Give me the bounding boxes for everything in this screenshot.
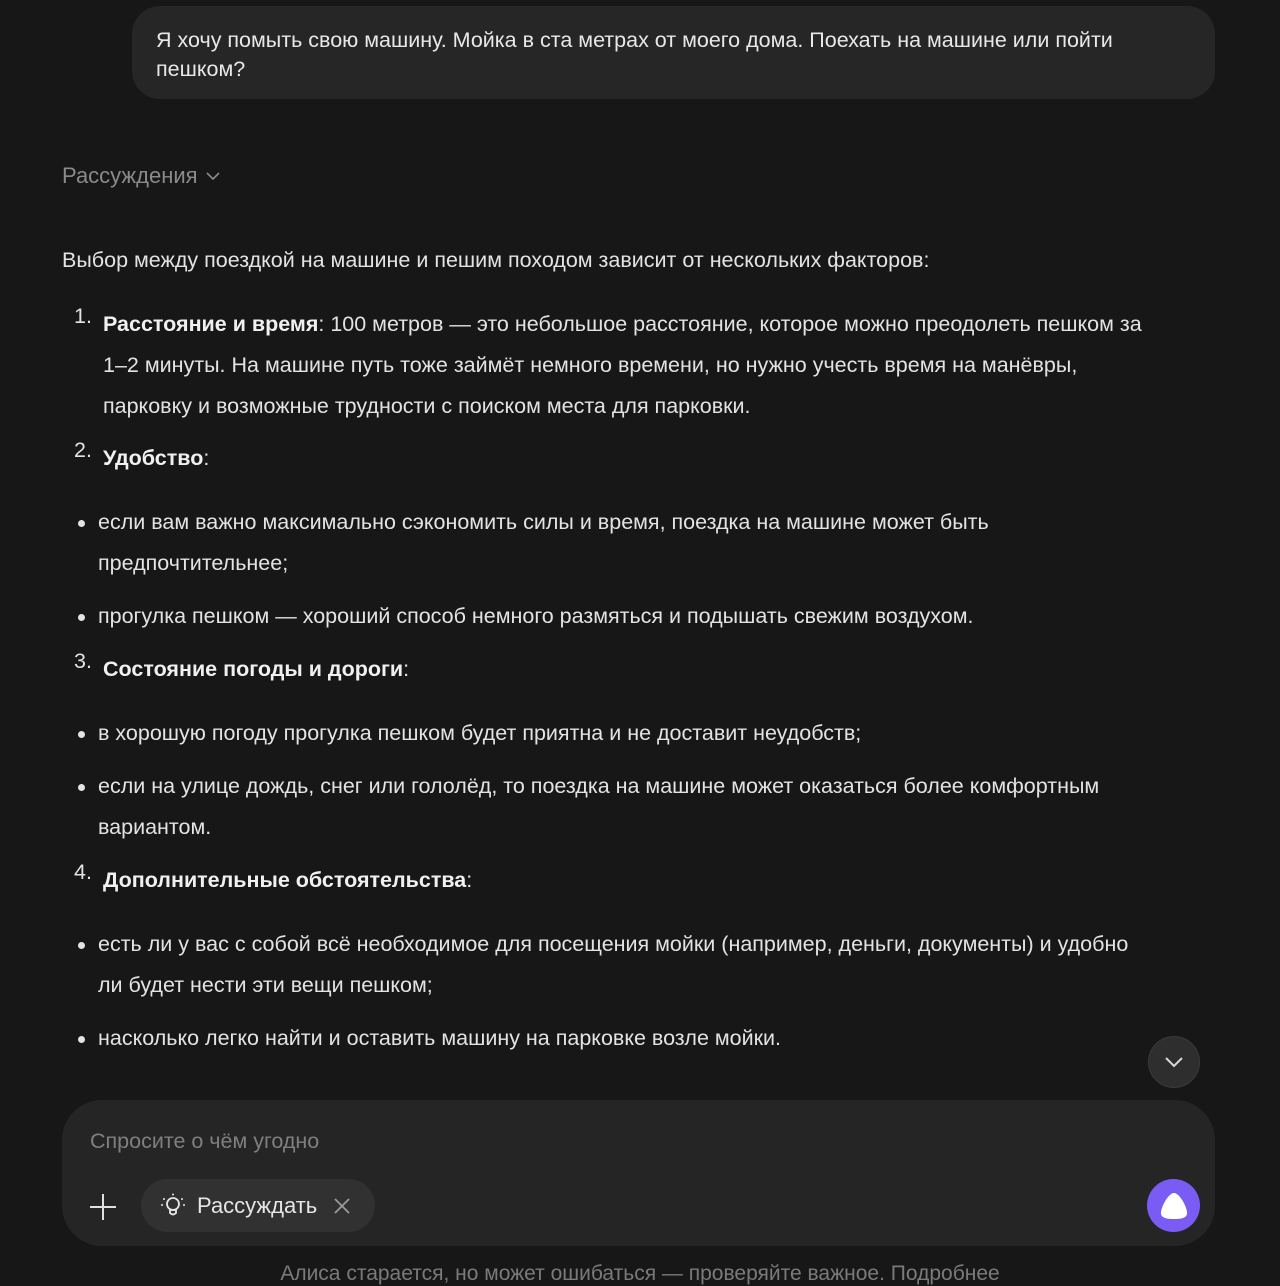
answer-section-4 xyxy=(62,860,1142,901)
message-composer xyxy=(62,1100,1215,1246)
section-title: Состояние погоды и дороги xyxy=(103,657,404,681)
section-title: Удобство xyxy=(103,446,204,470)
list-item xyxy=(62,713,1142,754)
list-item xyxy=(62,502,1142,584)
user-message-bubble xyxy=(132,6,1215,99)
answer-intro: Выбор между поездкой на машине и пешим походом зависит от нескольких факторов: xyxy=(62,248,930,272)
section-4-bullets xyxy=(62,924,1142,1059)
chip-label: Рассуждать xyxy=(197,1192,318,1218)
assistant-answer xyxy=(62,240,1142,1071)
list-item xyxy=(62,1018,1142,1059)
section-title: Дополнительные обстоятельства xyxy=(103,868,467,892)
bullet-icon xyxy=(62,924,98,1006)
section-number: 2. xyxy=(74,438,92,462)
reasoning-label: Рассуждения xyxy=(62,163,198,188)
bullet-icon xyxy=(62,766,98,848)
answer-section-1 xyxy=(62,304,1142,427)
bullet-text: если на улице дождь, снег или гололёд, то поездка на машине может оказаться более комфортным вариантом. xyxy=(98,774,1100,839)
section-text: : 100 метров — это небольшое расстояние, которое можно преодолеть пешком за 1–2 минуты. На машине путь тоже займёт немного времени, но нужно учесть время на манёвры, парковку и возможные трудности с поиском места для парковки. xyxy=(103,312,1142,418)
disclaimer-text: Алиса старается, но может ошибаться — проверяйте важное. Подробнее xyxy=(280,1262,1000,1285)
list-item xyxy=(62,924,1142,1006)
plus-icon xyxy=(88,1192,118,1222)
section-2-bullets xyxy=(62,502,1142,637)
bullet-icon xyxy=(62,713,98,754)
bullet-text: в хорошую погоду прогулка пешком будет приятна и не доставит неудобств; xyxy=(98,721,862,745)
answer-section-3 xyxy=(62,649,1142,690)
reasoning-toggle[interactable] xyxy=(62,163,222,189)
close-icon xyxy=(333,1197,351,1215)
user-message-text: Я хочу помыть свою машину. Мойка в ста метрах от моего дома. Поехать на машине или пойти пешком? xyxy=(156,28,1113,81)
section-3-bullets xyxy=(62,713,1142,848)
add-attachment-button[interactable] xyxy=(86,1190,120,1224)
lightbulb-icon xyxy=(159,1192,187,1220)
reasoning-mode-chip[interactable] xyxy=(141,1179,375,1232)
bullet-icon xyxy=(62,502,98,584)
bullet-icon xyxy=(62,596,98,637)
scroll-to-bottom-button[interactable] xyxy=(1148,1036,1200,1088)
remove-chip-button[interactable] xyxy=(333,1197,351,1215)
section-number: 4. xyxy=(74,860,92,884)
alice-icon xyxy=(1158,1191,1190,1221)
bullet-icon xyxy=(62,1018,98,1059)
section-text: : xyxy=(403,657,410,681)
section-title: Расстояние и время xyxy=(103,312,319,336)
alice-send-button[interactable] xyxy=(1147,1179,1200,1232)
bullet-text: если вам важно максимально сэкономить силы и время, поездка на машине может быть предпочтительнее; xyxy=(98,510,989,575)
bullet-text: насколько легко найти и оставить машину на парковке возле мойки. xyxy=(98,1026,782,1050)
chevron-down-icon xyxy=(1162,1050,1186,1074)
section-text: : xyxy=(466,868,473,892)
section-number: 1. xyxy=(74,304,92,328)
list-item xyxy=(62,766,1142,848)
section-text: : xyxy=(203,446,210,470)
message-input[interactable] xyxy=(88,1122,1092,1160)
bullet-text: прогулка пешком — хороший способ немного размяться и подышать свежим воздухом. xyxy=(98,604,974,628)
answer-section-2 xyxy=(62,438,1142,479)
bullet-text: есть ли у вас с собой всё необходимое для посещения мойки (например, деньги, документы) и удобно ли будет нести эти вещи пешком; xyxy=(98,932,1129,997)
chevron-down-icon xyxy=(204,167,222,185)
section-number: 3. xyxy=(74,649,92,673)
list-item xyxy=(62,596,1142,637)
